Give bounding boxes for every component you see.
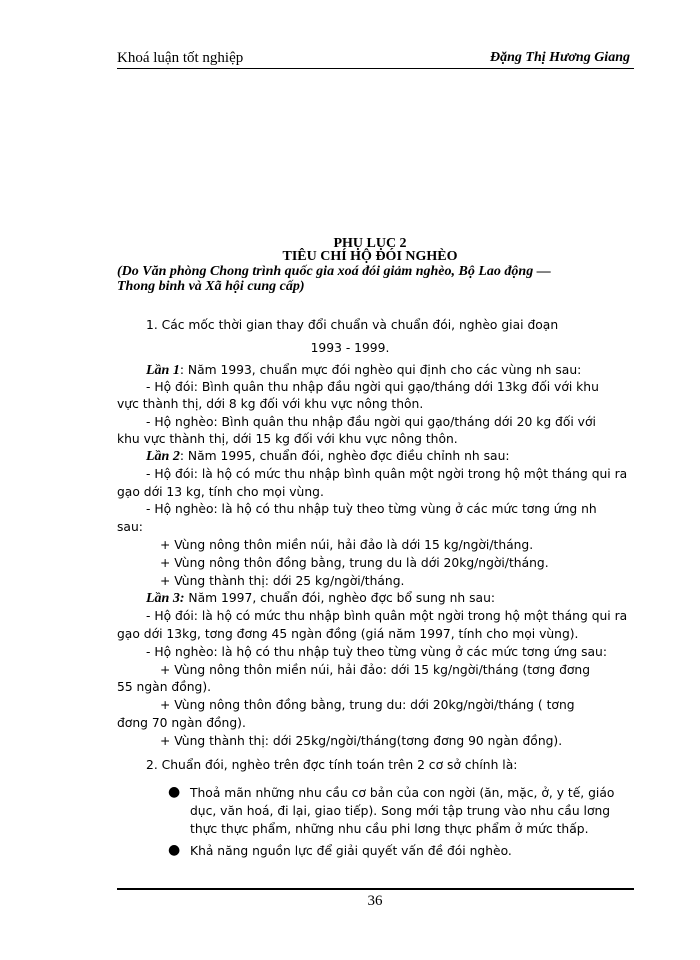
section-1-heading: 1. Các mốc thời gian thay đổi chuẩn và chuẩn đói, nghèo giai đoạn [146,318,559,332]
line-19: 55 ngàn đồng). [117,680,212,694]
footer-rule [117,888,634,890]
page-number: 36 [367,893,383,909]
appendix-subtitle: TIÊU CHÍ HỘ ĐÓI NGHÈO [282,249,458,264]
line-8: gạo dới 13 kg, tính cho mọi vùng. [117,485,324,499]
source-note-line-1: (Do Văn phòng Chong trình quốc gia xoá đói giảm nghèo, Bộ Lao động — [117,264,551,279]
line-21: đơng 70 ngàn đồng). [117,716,246,730]
line-15: - Hộ đói: là hộ có mức thu nhập bình quân một ngời trong hộ một tháng qui ra [146,609,628,623]
line-7: - Hộ đói: là hộ có mức thu nhập bình quân một ngời trong hộ một tháng qui ra [146,467,628,481]
label-lan-1: Lần 1 [146,363,180,378]
section-1-period: 1993 - 1999. [310,341,390,355]
bullet-1-line-3: thực thực phẩm, những nhu cầu phi lơng thực phẩm ở mức thấp. [190,822,589,836]
line-9: - Hộ nghèo: là hộ có thu nhập tuỳ theo từng vùng ở các mức tơng ứng nh [146,502,597,516]
bullet-dot-2: ● [168,842,181,858]
bullet-2-text: Khả năng nguồn lực để giải quyết vấn đề đói nghèo. [190,844,512,858]
line-20: + Vùng nông thôn đồng bằng, trung du: dới 20kg/ngời/tháng ( tơng [160,698,575,712]
appendix-title: PHỤ LỤC 2 [333,236,407,251]
line-1: Lần 1: Năm 1993, chuẩn mực đói nghèo qui định cho các vùng nh sau: [146,363,582,378]
line-12: + Vùng nông thôn đồng bằng, trung du là dới 20kg/ngời/tháng. [160,556,549,570]
line-18: + Vùng nông thôn miền núi, hải đảo: dới 15 kg/ngời/tháng (tơng đơng [160,663,591,677]
bullet-1-line-1: Thoả mãn những nhu cầu cơ bản của con ngời (ăn, mặc, ở, y tế, giáo [190,786,615,800]
line-22: + Vùng thành thị: dới 25kg/ngời/tháng(tơng đơng 90 ngàn đồng). [160,734,563,748]
line-17: - Hộ nghèo: là hộ có thu nhập tuỳ theo từng vùng ở các mức tơng ứng sau: [146,645,607,659]
line-11: + Vùng nông thôn miền núi, hải đảo là dới 15 kg/ngời/tháng. [160,538,534,552]
line-2: - Hộ đói: Bình quân thu nhập đầu ngời qui gạo/tháng dới 13kg đối với khu [146,380,599,394]
header-rule [117,68,634,69]
line-4: - Hộ nghèo: Bình quân thu nhập đầu ngời qui gạo/tháng dới 20 kg đối với [146,415,596,429]
line-14: Lần 3: Năm 1997, chuẩn đói, nghèo đợc bổ sung nh sau: [146,591,496,606]
source-note-line-2: Thong binh và Xã hội cung cấp) [117,279,305,294]
line-16: gạo dới 13kg, tơng đơng 45 ngàn đồng (giá năm 1997, tính cho mọi vùng). [117,627,579,641]
line-13: + Vùng thành thị: dới 25 kg/ngời/tháng. [160,574,405,588]
section-2-heading: 2. Chuẩn đói, nghèo trên đợc tính toán trên 2 cơ sở chính là: [146,758,518,772]
line-6: Lần 2: Năm 1995, chuẩn đói, nghèo đợc điều chỉnh nh sau: [146,449,510,464]
bullet-dot-1: ● [168,784,181,800]
line-3: vực thành thị, dới 8 kg đối với khu vực nông thôn. [117,397,424,411]
line-5: khu vực thành thị, dới 15 kg đối với khu vực nông thôn. [117,432,458,446]
header-left-text: Khoá luận tốt nghiệp [117,50,244,66]
line-10: sau: [117,520,143,534]
bullet-1-line-2: dục, văn hoá, đi lại, giao tiếp). Song mới tập trung vào nhu cầu lơng [190,804,611,818]
label-lan-2: Lần 2 [146,449,180,464]
header-author-name: Đặng Thị Hương Giang [490,50,630,65]
label-lan-3: Lần 3: [146,591,185,606]
